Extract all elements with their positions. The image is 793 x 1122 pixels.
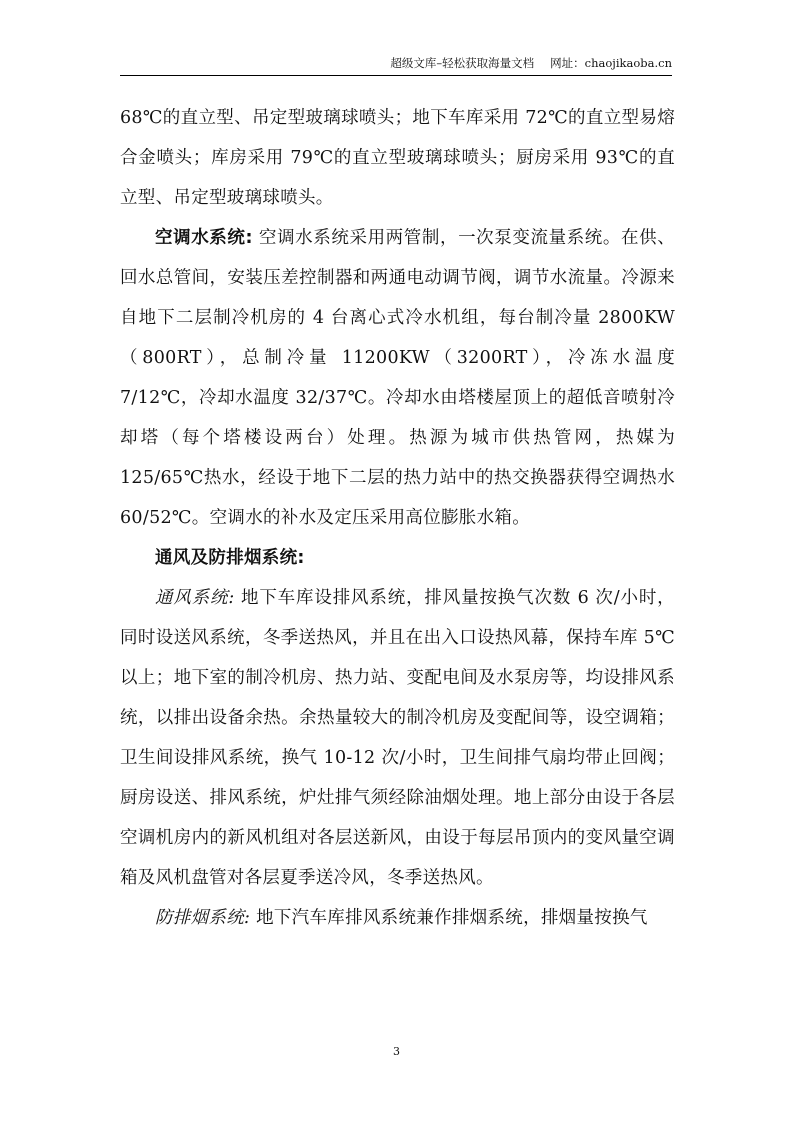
- header-url: chaojikaoba.cn: [584, 56, 672, 70]
- subheading-ventilation: 通风系统:: [155, 588, 235, 608]
- header-title: 超级文库–轻松获取海量文档: [390, 56, 535, 70]
- document-body: [120, 98, 675, 938]
- paragraph-chilled-water: [120, 218, 675, 538]
- paragraph-text: 空调水系统采用两管制，一次泵变流量系统。在供、回水总管间，安装压差控制器和两通电动调节阀，调节水流量。冷源来自地下二层制冷机房的 4 台离心式冷水机组，每台制冷量 2800KW（800RT），总制冷量 11200KW（3200RT），冷冻水温度 7/12℃，冷却水温度 32/37℃。冷却水由塔楼屋顶上的超低音喷射冷却塔（每个塔楼设两台）处理。热源为城市供热管网，热媒为 125/65℃热水，经设于地下二层的热力站中的热交换器获得空调热水 60/52℃。空调水的补水及定压采用高位膨胀水箱。: [120, 228, 675, 528]
- paragraph-text: 68℃的直立型、吊定型玻璃球喷头；地下车库采用 72℃的直立型易熔合金喷头；库房采用 79℃的直立型玻璃球喷头；厨房采用 93℃的直立型、吊定型玻璃球喷头。: [120, 108, 675, 208]
- subheading-smoke-exhaust: 防排烟系统:: [155, 908, 251, 928]
- page-header: [120, 55, 672, 76]
- paragraph-text: 地下车库设排风系统，排风量按换气次数 6 次/小时，同时设送风系统，冬季送热风，并且在出入口设热风幕，保持车库 5℃以上；地下室的制冷机房、热力站、变配电间及水泵房等，均设排风系统，以排出设备余热。余热量较大的制冷机房及变配间等，设空调箱；卫生间设排风系统，换气 10-12 次/小时，卫生间排气扇均带止回阀；厨房设送、排风系统，炉灶排气须经除油烟处理。地上部分由设于各层空调机房内的新风机组对各层送新风，由设于每层吊顶内的变风量空调箱及风机盘管对各层夏季送冷风，冬季送热风。: [120, 588, 675, 888]
- section-heading-text: 通风及防排烟系统:: [155, 548, 305, 568]
- section-heading-ac-water: 空调水系统:: [155, 228, 253, 248]
- paragraph-smoke-exhaust: [120, 898, 675, 938]
- paragraph-ventilation: [120, 578, 675, 898]
- header-url-label: 网址：: [550, 56, 585, 70]
- page-number: 3: [393, 1045, 400, 1058]
- paragraph-sprinkler: [120, 98, 675, 218]
- paragraph-text: 地下汽车库排风系统兼作排烟系统，排烟量按换气: [250, 908, 648, 928]
- section-heading-ventilation-smoke: [120, 538, 675, 578]
